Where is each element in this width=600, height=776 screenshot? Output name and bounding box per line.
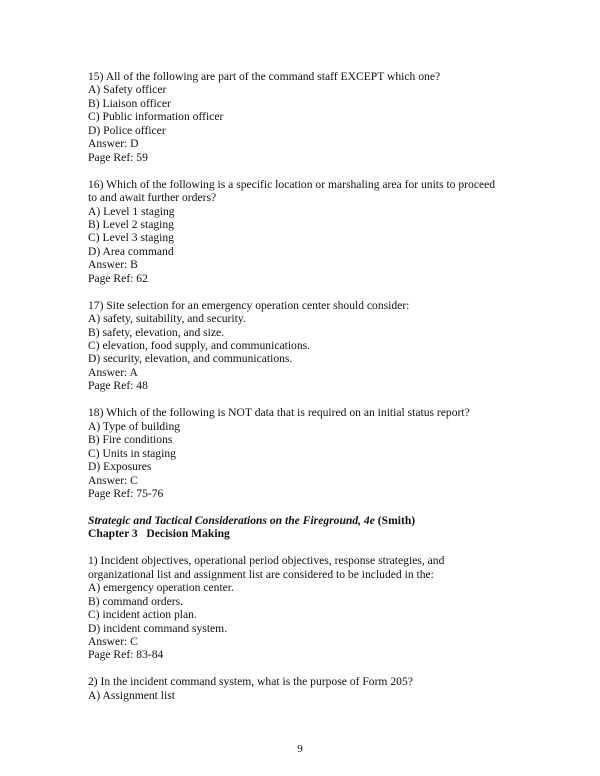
option-c: C) incident action plan. xyxy=(88,608,197,622)
page-ref: Page Ref: 75-76 xyxy=(88,487,164,500)
page-ref: Page Ref: 59 xyxy=(88,150,148,164)
page-number: 9 xyxy=(297,743,303,755)
page-ref: Page Ref: 83-84 xyxy=(88,648,164,662)
answer: Answer: B xyxy=(88,258,138,272)
question-text-line-1: 1) Incident objectives, operational period objectives, response strategies, and xyxy=(88,554,445,568)
option-b: B) safety, elevation, and size. xyxy=(88,325,225,339)
question-text-line-2: organizational list and assignment list are considered to be included in the: xyxy=(88,567,434,581)
answer: Answer: C xyxy=(88,634,138,648)
option-c: C) Public information officer xyxy=(88,110,224,124)
chapter3-question-2 xyxy=(88,675,508,702)
option-a: A) safety, suitability, and security. xyxy=(88,312,246,326)
book-author: (Smith) xyxy=(377,513,416,527)
book-title: Strategic and Tactical Considerations on the Fireground, 4e xyxy=(88,513,375,527)
option-c: C) elevation, food supply, and communications. xyxy=(88,339,311,353)
question-text-line-2: to and await further orders? xyxy=(88,191,217,205)
document-page xyxy=(88,70,508,702)
chapter3-question-1 xyxy=(88,554,508,662)
question-17 xyxy=(88,299,508,393)
option-b: B) command orders. xyxy=(88,594,183,608)
question-text-line-1: 16) Which of the following is a specific location or marshaling area for units to proceed xyxy=(88,177,496,191)
option-a: A) Type of building xyxy=(88,419,181,433)
option-b: B) Fire conditions xyxy=(88,433,173,447)
section-heading xyxy=(88,514,508,541)
option-a: A) Assignment list xyxy=(88,688,175,702)
option-c: C) Units in staging xyxy=(88,446,176,460)
book-title-line xyxy=(88,514,508,527)
option-a: A) Safety officer xyxy=(88,83,167,97)
option-c: C) Level 3 staging xyxy=(88,231,174,245)
option-d: D) security, elevation, and communications. xyxy=(88,352,293,366)
option-d: D) Police officer xyxy=(88,123,166,137)
question-15 xyxy=(88,70,508,164)
question-text: 17) Site selection for an emergency operation center should consider: xyxy=(88,298,410,312)
option-d: D) Exposures xyxy=(88,460,152,474)
answer: Answer: D xyxy=(88,137,139,151)
question-text: 18) Which of the following is NOT data that is required on an initial status report? xyxy=(88,406,470,420)
option-a: A) emergency operation center. xyxy=(88,581,234,595)
option-b: B) Level 2 staging xyxy=(88,217,174,231)
question-text: 2) In the incident command system, what is the purpose of Form 205? xyxy=(88,675,413,689)
question-18 xyxy=(88,406,508,500)
page-ref: Page Ref: 62 xyxy=(88,271,148,285)
question-16 xyxy=(88,178,508,286)
question-text: 15) All of the following are part of the command staff EXCEPT which one? xyxy=(88,70,441,83)
page-ref: Page Ref: 48 xyxy=(88,379,148,393)
option-b: B) Liaison officer xyxy=(88,96,171,110)
option-d: D) Area command xyxy=(88,244,174,258)
answer: Answer: C xyxy=(88,473,138,487)
answer: Answer: A xyxy=(88,365,138,379)
chapter-title: Chapter 3 Decision Making xyxy=(88,527,230,541)
option-d: D) incident command system. xyxy=(88,621,228,635)
option-a: A) Level 1 staging xyxy=(88,204,175,218)
